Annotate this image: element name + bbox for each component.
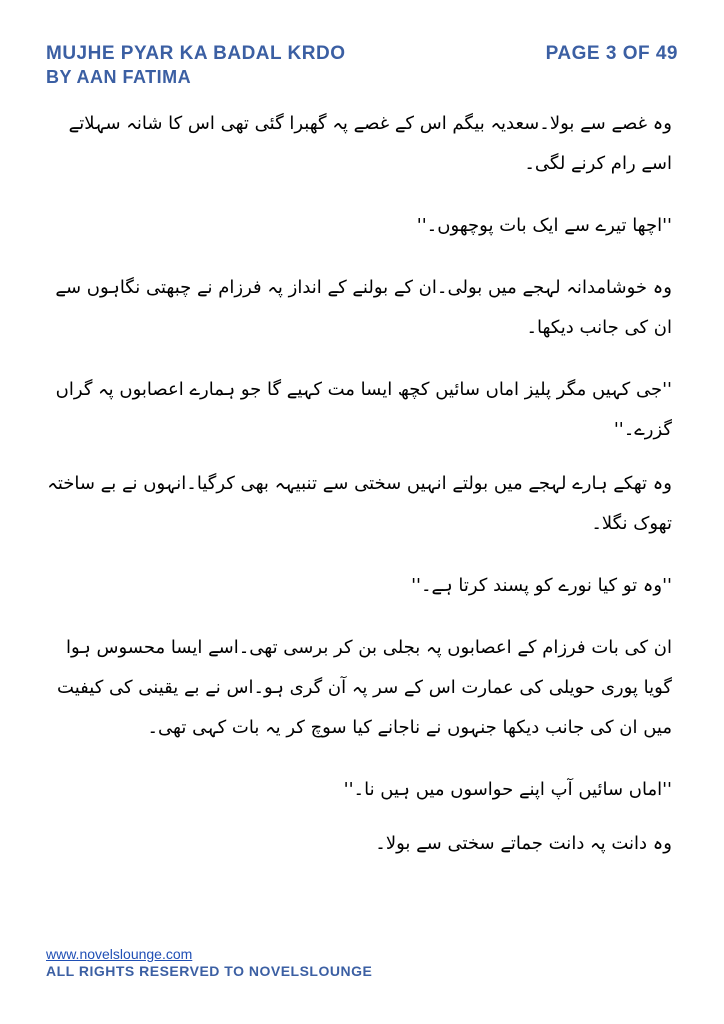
paragraph: وہ دانت پہ دانت جماتے سختی سے بولا۔ (375, 833, 672, 854)
paragraph: ''اماں سائیں آپ اپنے حواسوں میں ہیں نا۔'' (343, 779, 672, 800)
header-title: MUJHE PYAR KA BADAL KRDO (46, 43, 346, 64)
paragraph: ''اچھا تیرے سے ایک بات پوچھوں۔'' (416, 215, 672, 236)
paragraph: ''وہ تو کیا نورے کو پسند کرتا ہے۔'' (411, 575, 672, 596)
website-link[interactable]: www.novelslounge.com (46, 946, 193, 962)
rights-notice: ALL RIGHTS RESERVED TO NOVELSLOUNGE (46, 963, 373, 979)
paragraph: وہ غصے سے بولا۔سعدیہ بیگم اس کے غصے پہ گھبرا گئی تھی اس کا شانہ سہلاتے اسے رام کرنے لگی۔ (68, 113, 672, 174)
paragraph: ''جی کہیں مگر پلیز اماں سائیں کچھ ایسا مت کہیے گا جو ہمارے اعصابوں پہ گراں گزرے۔'' (55, 379, 672, 440)
paragraph: وہ خوشامدانہ لہجے میں بولی۔ان کے بولنے کے انداز پہ فرزام نے چبھتی نگاہوں سے ان کی جانب دیکھا۔ (55, 277, 672, 338)
page-number: PAGE 3 OF 49 (545, 43, 678, 64)
paragraph: ان کی بات فرزام کے اعصابوں پہ بجلی بن کر برسی تھی۔اسے ایسا محسوس ہوا گویا پوری حویلی کی عمارت اس کے سر پہ آن گری ہو۔اس نے بے یقینی کی کیفیت میں ان کی جانب دیکھا جنہوں نے ناجانے کیا سوچ کر یہ بات کہی تھی۔ (57, 637, 672, 738)
header-author: BY AAN FATIMA (46, 67, 192, 87)
paragraph: وہ تھکے ہارے لہجے میں بولتے انہیں سختی سے تنبیہہ بھی کرگیا۔انہوں نے بے ساختہ تھوک نگلا۔ (47, 473, 672, 534)
novel-body (46, 104, 672, 886)
